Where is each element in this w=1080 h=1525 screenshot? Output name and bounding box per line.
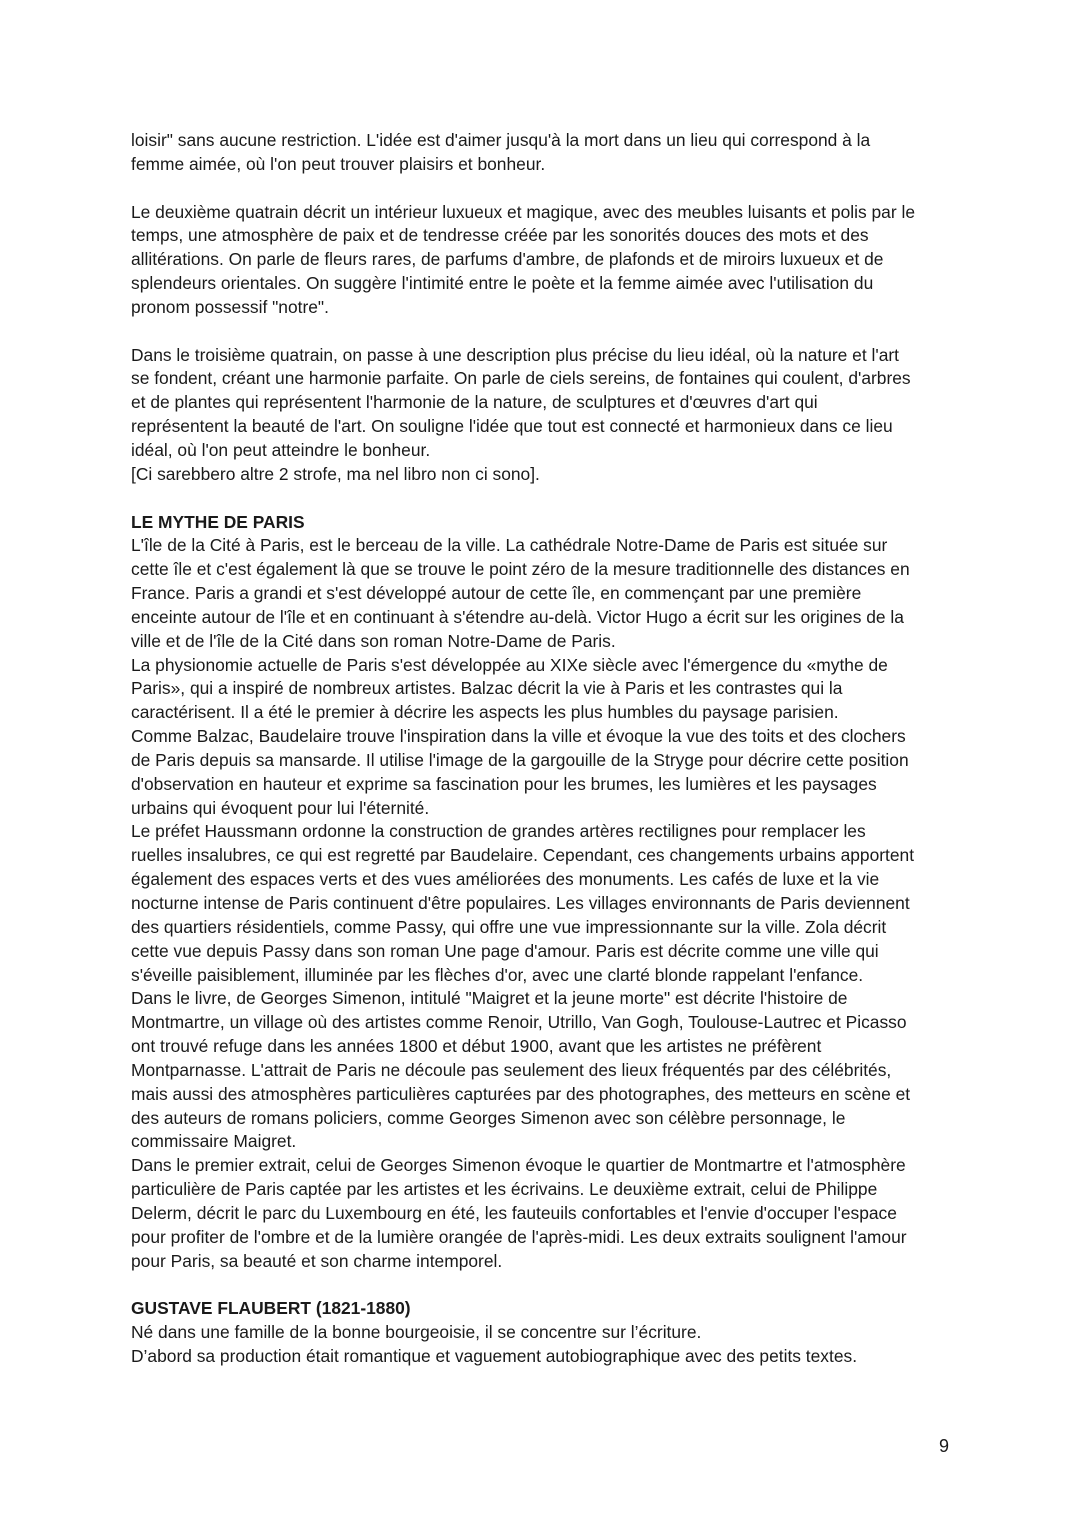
text-line: Paris», qui a inspiré de nombreux artistes. Balzac décrit la vie à Paris et les contrastes qui la [131, 678, 843, 699]
text-line: urbains qui évoquent pour lui l'éternité. [131, 797, 430, 818]
text-line: Dans le livre, de Georges Simenon, intitulé "Maigret et la jeune morte" est décrite l'histoire de [131, 988, 848, 1009]
text-line: [Ci sarebbero altre 2 strofe, ma nel libro non ci sono]. [131, 463, 540, 484]
paragraph-spacer [131, 177, 961, 201]
text-line: également des espaces verts et des vues améliorées des monuments. Les cafés de luxe et la vie [131, 869, 880, 890]
third-quatrain [131, 344, 961, 487]
heading-gustave-flaubert: GUSTAVE FLAUBERT (1821-1880) [131, 1298, 411, 1319]
text-line: commissaire Maigret. [131, 1131, 297, 1152]
text-line: Dans le troisième quatrain, on passe à une description plus précise du lieu idéal, où la nature et l'art [131, 344, 899, 365]
text-line: France. Paris a grandi et s'est développé autour de cette île, en commençant par une première [131, 583, 862, 604]
text-line: pronom possessif "notre". [131, 296, 329, 317]
text-line: La physionomie actuelle de Paris s'est développée au XIXe siècle avec l'émergence du «mythe de [131, 654, 888, 675]
text-line: pour profiter de l'ombre et de la lumière orangée de l'après-midi. Les deux extraits soulignent l'amour [131, 1226, 907, 1247]
text-line: particulière de Paris captée par les artistes et les écrivains. Le deuxième extrait, celui de Philippe [131, 1179, 878, 1200]
text-line: caractérisent. Il a été le premier à décrire les aspects les plus humbles du paysage parisien. [131, 702, 839, 723]
page-number: 9 [938, 1436, 949, 1456]
heading-mythe-de-paris: LE MYTHE DE PARIS [131, 511, 305, 532]
text-line: temps, une atmosphère de paix et de tendresse créée par les sonorités douces des mots et des [131, 225, 869, 246]
text-line: allitérations. On parle de fleurs rares, de parfums d'ambre, de plafonds et de miroirs luxueux et de [131, 249, 884, 270]
text-line: ruelles insalubres, ce qui est regretté par Baudelaire. Cependant, ces changements urbains apportent [131, 845, 915, 866]
text-line: se fondent, créant une harmonie parfaite. On parle de ciels sereins, de fontaines qui coulent, d'arbres [131, 368, 911, 389]
text-line: femme aimée, où l'on peut trouver plaisirs et bonheur. [131, 153, 546, 174]
text-line: des auteurs de romans policiers, comme Georges Simenon avec son célèbre personnage, le [131, 1107, 846, 1128]
text-line: idéal, où l'on peut atteindre le bonheur. [131, 439, 431, 460]
paragraph-spacer [131, 1274, 961, 1298]
text-line: s'éveille paisiblement, illuminée par les flèches d'or, avec une clarté blonde rappelant l'enfance. [131, 964, 864, 985]
text-line: d'observation en hauteur et exprime sa fascination pour les brumes, les lumières et les paysages [131, 773, 877, 794]
text-line: splendeurs orientales. On suggère l'intimité entre le poète et la femme aimée avec l'utilisation du [131, 273, 874, 294]
text-line: Né dans une famille de la bonne bourgeoisie, il se concentre sur l’écriture. [131, 1322, 702, 1343]
text-line: Comme Balzac, Baudelaire trouve l'inspiration dans la ville et évoque la vue des toits et des clochers [131, 726, 906, 747]
text-line: ont trouvé refuge dans les années 1800 et début 1900, avant que les artistes ne préfèrent [131, 1036, 822, 1057]
text-line: mais aussi des atmosphères particulières capturées par des photographes, des metteurs en scène et [131, 1083, 911, 1104]
text-line: Dans le premier extrait, celui de Georges Simenon évoque le quartier de Montmartre et l'atmosphère [131, 1155, 906, 1176]
text-line: cette île et c'est également là que se trouve le point zéro de la mesure traditionnelle des distances en [131, 559, 910, 580]
paragraph-spacer [131, 487, 961, 511]
text-line: pour Paris, sa beauté et son charme intemporel. [131, 1250, 503, 1271]
document-body [131, 129, 961, 1369]
text-line: de Paris depuis sa mansarde. Il utilise l'image de la gargouille de la Stryge pour décrire cette position [131, 749, 909, 770]
paragraph-spacer [131, 320, 961, 344]
text-line: D’abord sa production était romantique et vaguement autobiographique avec des petits textes. [131, 1346, 858, 1367]
text-line: ville et de l'île de la Cité dans son roman Notre-Dame de Paris. [131, 630, 616, 651]
text-line: des quartiers résidentiels, comme Passy, qui offre une vue impressionnante sur la ville. Zola décrit [131, 916, 887, 937]
text-line: Le préfet Haussmann ordonne la construction de grandes artères rectilignes pour remplacer les [131, 821, 866, 842]
text-line: et de plantes qui représentent l'harmonie de la nature, de sculptures et d'œuvres d'art qui [131, 392, 818, 413]
mythe-de-paris-text [131, 534, 961, 1273]
text-line: nocturne intense de Paris continuent d'être populaires. Les villages environnants de Paris deviennent [131, 893, 910, 913]
text-line: enceinte autour de l'île et en continuant à s'étendre au-delà. Victor Hugo a écrit sur les origines de la [131, 606, 904, 627]
text-line: cette vue depuis Passy dans son roman Une page d'amour. Paris est décrite comme une ville qui [131, 940, 879, 961]
text-line: Montparnasse. L'attrait de Paris ne découle pas seulement des lieux fréquentés par des célébrités, [131, 1059, 892, 1080]
text-line: Le deuxième quatrain décrit un intérieur luxueux et magique, avec des meubles luisants et polis par le [131, 201, 915, 222]
text-line: loisir" sans aucune restriction. L'idée est d'aimer jusqu'à la mort dans un lieu qui correspond à la [131, 130, 871, 150]
intro-continuation [131, 129, 961, 177]
text-line: L'île de la Cité à Paris, est le berceau de la ville. La cathédrale Notre-Dame de Paris est située sur [131, 535, 888, 556]
text-line: Delerm, décrit le parc du Luxembourg en été, les fauteuils confortables et l'envie d'occuper l'espace [131, 1202, 897, 1223]
text-line: Montmartre, un village où des artistes comme Renoir, Utrillo, Van Gogh, Toulouse-Lautrec et Picasso [131, 1012, 907, 1033]
second-quatrain [131, 201, 961, 320]
flaubert-text [131, 1321, 961, 1369]
text-line: représentent la beauté de l'art. On souligne l'idée que tout est connecté et harmonieux dans ce lieu [131, 416, 893, 437]
